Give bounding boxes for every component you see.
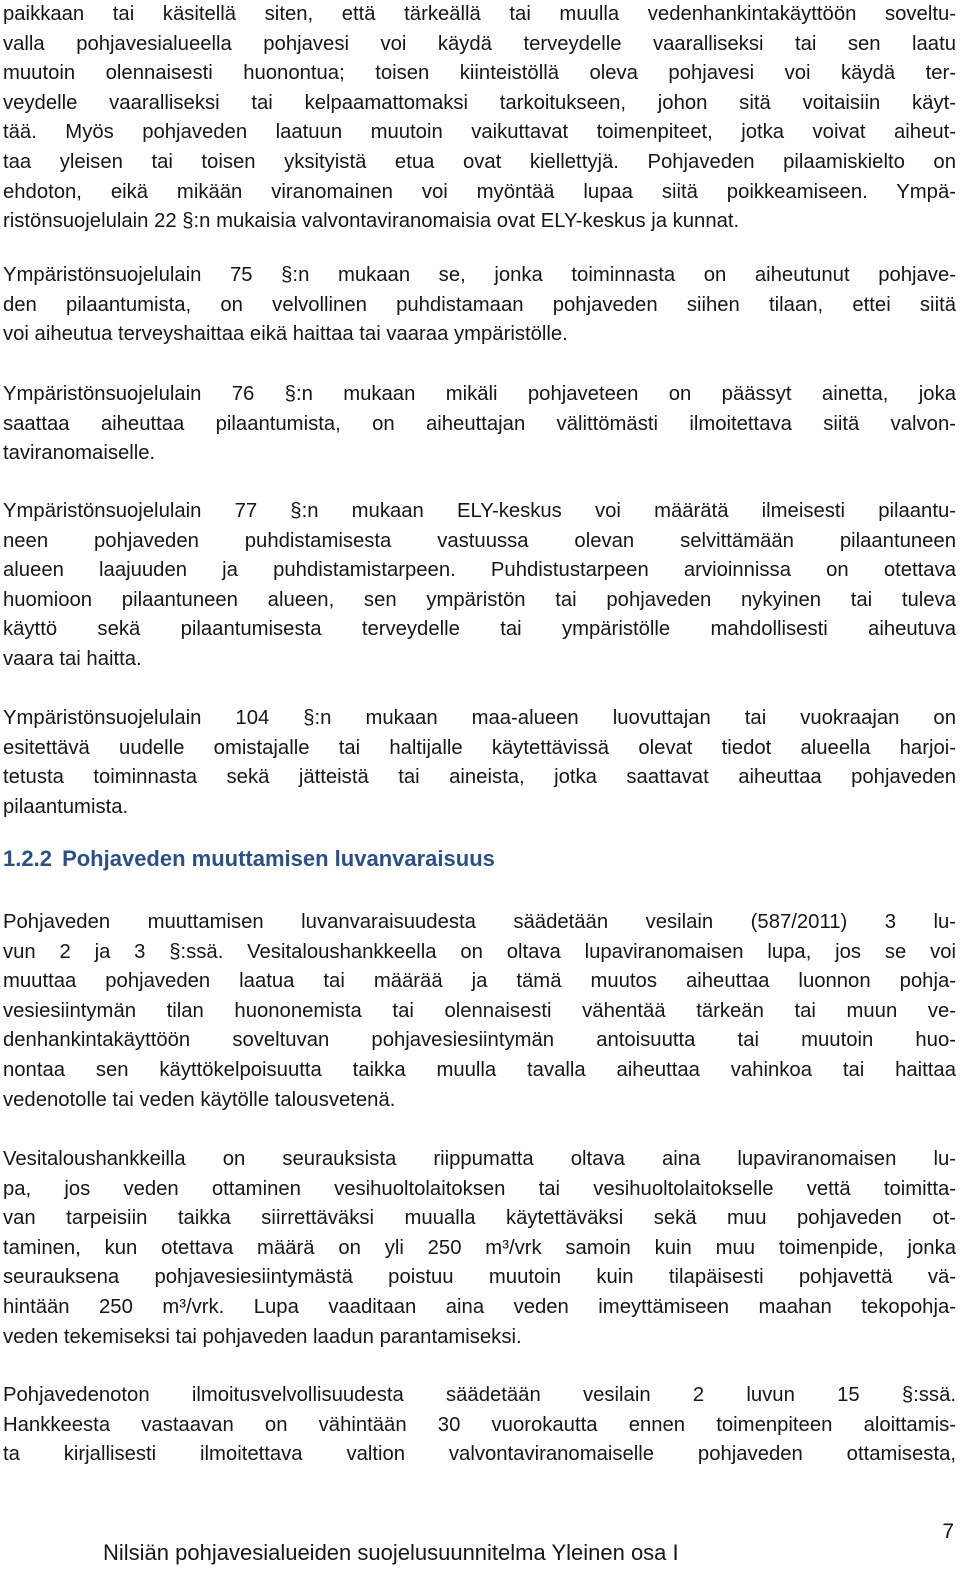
text-line: vesiesiintymän tilan huononemista tai olennaisesti vähentää tärkeän tai muun ve- <box>3 999 956 1022</box>
text-line: vaara tai haitta. <box>3 647 142 670</box>
paragraph-7 <box>3 1145 956 1352</box>
text-line: Ympäristönsuojelulain 76 §:n mukaan mikäli pohjaveteen on päässyt ainetta, joka <box>3 383 956 405</box>
text-line: veydelle vaaralliseksi tai kelpaamattomaksi tarkoitukseen, johon sitä voitaisiin käyt- <box>3 91 956 114</box>
text-line: seurauksena pohjavesiesiintymästä poistuu muutoin kuin tilapäisesti pohjavettä vä- <box>3 1266 956 1289</box>
text-line: pilaantumista. <box>3 795 129 818</box>
text-line: denhankintakäyttöön soveltuvan pohjavesiesiintymän antoisuutta tai muutoin huo- <box>3 1029 956 1052</box>
paragraph-8 <box>3 1381 956 1470</box>
text-line: muuttaa pohjaveden laatua tai määrää ja tämä muutos aiheuttaa luonnon pohja- <box>3 970 956 993</box>
text-line: vedenotolle tai veden käytölle talousvetenä. <box>3 1088 396 1111</box>
text-line: Ympäristönsuojelulain 77 §:n mukaan ELY-keskus voi määrätä ilmeisesti pilaantu- <box>3 500 956 522</box>
text-line: voi aiheutua terveyshaittaa eikä haittaa tai vaaraa ympäristölle. <box>3 323 568 346</box>
text-line: vun 2 ja 3 §:ssä. Vesitaloushankkeella on oltava lupaviranomaisen lupa, jos se voi <box>3 940 956 963</box>
text-line: paikkaan tai käsitellä siten, että tärkeällä tai muulla vedenhankintakäyttöön soveltu- <box>3 3 956 25</box>
paragraph-2 <box>3 261 956 350</box>
text-line: ta kirjallisesti ilmoitettava valtion valvontaviranomaiselle pohjaveden ottamisesta, <box>3 1443 956 1466</box>
section-heading <box>3 846 495 872</box>
text-line: Ympäristönsuojelulain 75 §:n mukaan se, jonka toiminnasta on aiheutunut pohjave- <box>3 264 956 286</box>
paragraph-4 <box>3 497 956 675</box>
text-line: taa yleisen tai toisen yksityistä etua ovat kiellettyjä. Pohjaveden pilaamiskielto on <box>3 150 956 173</box>
paragraph-6 <box>3 908 956 1115</box>
text-line: neen pohjaveden puhdistamisesta vastuussa olevan selvittämään pilaantuneen <box>3 529 956 552</box>
page-footer: Nilsiän pohjavesialueiden suojelusuunnitelma Yleinen osa I <box>103 1540 679 1565</box>
text-line: käyttö sekä pilaantumisesta terveydelle tai ympäristölle mahdollisesti aiheutuva <box>3 618 956 641</box>
page-number: 7 <box>942 1520 954 1543</box>
paragraph-5 <box>3 704 956 822</box>
paragraph-3 <box>3 380 956 469</box>
text-line: valla pohjavesialueella pohjavesi voi käydä terveydelle vaaralliseksi tai sen laatu <box>3 32 956 55</box>
text-line: ristönsuojelulain 22 §:n mukaisia valvontaviranomaisia ovat ELY-keskus ja kunnat. <box>3 210 740 233</box>
text-line: tetusta toiminnasta sekä jätteistä tai aineista, jotka saattavat aiheuttaa pohjaveden <box>3 766 956 789</box>
text-line: van tarpeisiin taikka siirrettäväksi muualla käytettäväksi sekä muu pohjaveden ot- <box>3 1207 956 1230</box>
text-line: Ympäristönsuojelulain 104 §:n mukaan maa-alueen luovuttajan tai vuokraajan on <box>3 707 956 729</box>
section-number: 1.2.2 <box>3 846 52 871</box>
text-line: taviranomaiselle. <box>3 442 156 465</box>
text-line: ehdoton, eikä mikään viranomainen voi myöntää lupaa siitä poikkeamiseen. Ympä- <box>3 180 956 203</box>
paragraph-1 <box>3 0 956 237</box>
text-line: Pohjaveden muuttamisen luvanvaraisuudesta säädetään vesilain (587/2011) 3 lu- <box>3 911 956 933</box>
text-line: taminen, kun otettava määrä on yli 250 m³/vrk samoin kuin muu toimenpide, jonka <box>3 1236 956 1259</box>
text-line: Pohjavedenoton ilmoitusvelvollisuudesta säädetään vesilain 2 luvun 15 §:ssä. <box>3 1384 956 1406</box>
text-line: pa, jos veden ottaminen vesihuoltolaitoksen tai vesihuoltolaitokselle vettä toimitta- <box>3 1177 956 1200</box>
text-line: hintään 250 m³/vrk. Lupa vaaditaan aina veden imeyttämiseen maahan tekopohja- <box>3 1295 956 1318</box>
text-line: saattaa aiheuttaa pilaantumista, on aiheuttajan välittömästi ilmoitettava siitä valvon- <box>3 412 956 435</box>
text-line: muutoin olennaisesti huonontua; toisen kiinteistöllä oleva pohjavesi voi käydä ter- <box>3 62 956 85</box>
text-line: veden tekemiseksi tai pohjaveden laadun parantamiseksi. <box>3 1325 522 1348</box>
text-line: Vesitaloushankkeilla on seurauksista riippumatta oltava aina lupaviranomaisen lu- <box>3 1148 956 1170</box>
text-line: alueen laajuuden ja puhdistamistarpeen. Puhdistustarpeen arvioinnissa on otettava <box>3 559 956 582</box>
text-line: den pilaantumista, on velvollinen puhdistamaan pohjaveden siihen tilaan, ettei siitä <box>3 293 956 316</box>
section-title: Pohjaveden muuttamisen luvanvaraisuus <box>62 846 495 871</box>
text-line: Hankkeesta vastaavan on vähintään 30 vuorokautta ennen toimenpiteen aloittamis- <box>3 1413 956 1436</box>
text-line: nontaa sen käyttökelpoisuutta taikka muulla tavalla aiheuttaa vahinkoa tai haittaa <box>3 1058 956 1081</box>
text-line: huomioon pilaantuneen alueen, sen ympäristön tai pohjaveden nykyinen tai tuleva <box>3 588 956 611</box>
text-line: esitettävä uudelle omistajalle tai haltijalle käytettävissä olevat tiedot alueella harjoi- <box>3 736 956 759</box>
text-line: tää. Myös pohjaveden laatuun muutoin vaikuttavat toimenpiteet, jotka voivat aiheut- <box>3 121 956 144</box>
